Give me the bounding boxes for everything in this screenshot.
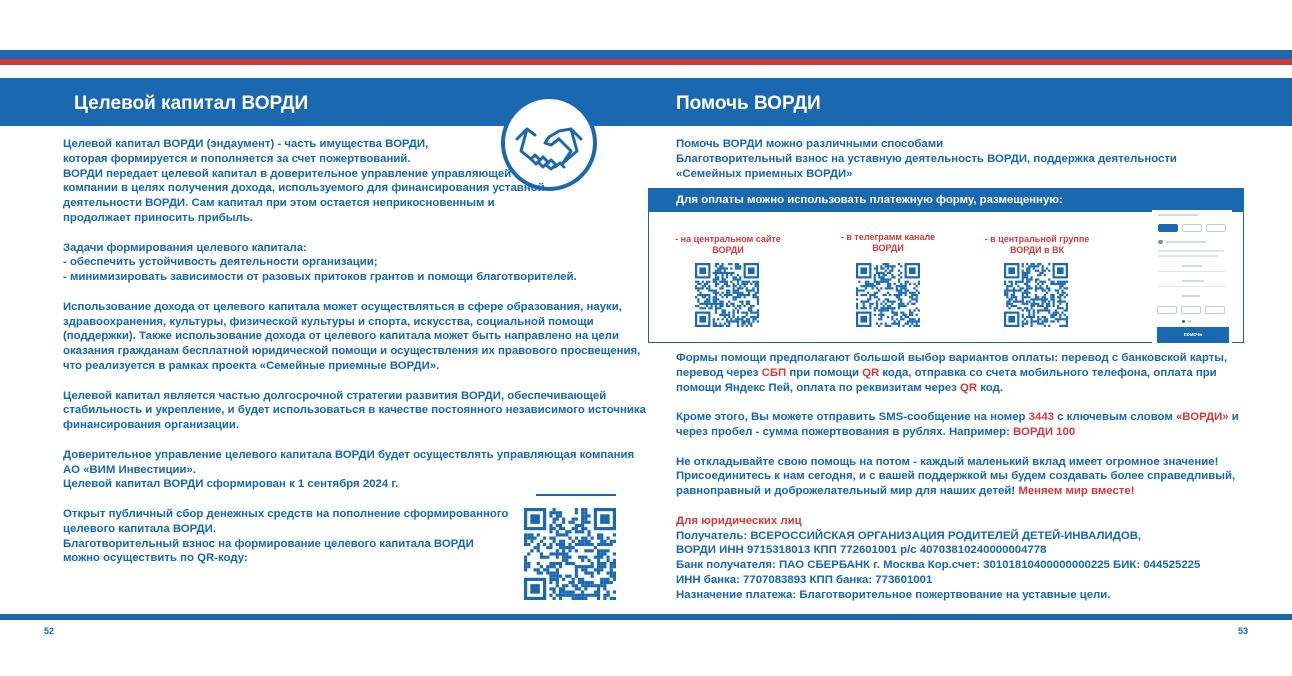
appeal-line: Не откладывайте свою помощь на потом - каждый маленький вклад имеет огромное значение! — [676, 455, 1219, 468]
intro-line: «Семейных приемных ВОРДИ» — [676, 167, 853, 180]
widget-chip — [1181, 306, 1201, 314]
widget-dot — [1182, 320, 1185, 323]
widget-line — [1166, 241, 1206, 243]
widget-line — [1158, 250, 1224, 252]
legal-line: ИНН банка: 7707083893 КПП банка: 773601001 — [676, 573, 933, 586]
heart-icon — [1158, 240, 1163, 244]
body-line: - минимизировать зависимости от разовых притоков грантов и помощи благотворителей. — [63, 271, 577, 284]
text-span: QR — [862, 366, 880, 379]
widget-chip — [1205, 306, 1225, 314]
body-line: продолжает приносить прибыль. — [63, 211, 253, 224]
text-span: СБП — [761, 366, 787, 379]
text-span: равноправный и доброжелательный мир для наших детей! — [676, 485, 1019, 498]
widget-line — [1158, 255, 1218, 257]
widget-chip — [1182, 224, 1202, 232]
left-body-text — [63, 137, 646, 566]
body-line: Использование дохода от целевого капитала может осуществляться в сфере образования, науки, — [63, 300, 622, 313]
qr-code-vk[interactable] — [1004, 263, 1068, 327]
body-line: оказания гражданам бесплатной юридической помощи и осуществления их правового просвещения, — [63, 345, 641, 358]
qr-label-line: ВОРДИ — [872, 243, 904, 253]
body-line: ВОРДИ передает целевой капитал в доверительное управление управляющей — [63, 167, 512, 180]
widget-line — [1158, 271, 1226, 272]
body-line: финансирования организации. — [63, 419, 240, 432]
qr-code-telegram[interactable] — [856, 263, 920, 327]
body-line: Целевой капитал ВОРДИ сформирован к 1 сентября 2024 г. — [63, 478, 399, 491]
top-white-stripe — [0, 0, 1292, 50]
text-span: QR — [959, 381, 978, 394]
appeal-line: Присоединитесь к нам сегодня, и с вашей поддержкой мы будем создавать более справедливый, — [676, 470, 1236, 483]
body-line: компании в целях получения дохода, используемого для финансирования уставной — [63, 182, 545, 195]
top-blue-stripe — [0, 50, 1292, 59]
text-span: Меняем мир вместе! — [1018, 485, 1135, 498]
body-line: (поддержки). Также использование дохода от целевого капитала может быть направлено на цели — [63, 330, 619, 343]
body-line: стабильность и укрепление, и будет использоваться в качестве постоянного независимого источника — [63, 404, 646, 417]
left-page-title: Целевой капитал ВОРДИ — [74, 93, 309, 114]
right-intro-text — [676, 137, 1177, 181]
page-number-right: 53 — [1238, 626, 1249, 636]
legal-line: Получатель: ВСЕРОССИЙСКАЯ ОРГАНИЗАЦИЯ РОДИТЕЛЕЙ ДЕТЕЙ-ИНВАЛИДОВ, — [676, 529, 1142, 542]
qr-label-line: - на центральном сайте — [675, 234, 781, 244]
qr-label-line: - в телеграмм канале — [840, 232, 936, 242]
body-line: Благотворительный взнос на формирование целевого капитала ВОРДИ — [63, 537, 474, 550]
qr-label-telegram — [828, 232, 948, 254]
text-span: помощи Яндекс Пей, оплата по реквизитам через — [676, 381, 960, 394]
legal-heading: Для юридических лиц — [676, 514, 802, 527]
body-line: Задачи формирования целевого капитала: — [63, 241, 307, 254]
body-line: Доверительное управление целевого капитала ВОРДИ будет осуществлять управляющая компания — [63, 448, 635, 461]
text-span: «ВОРДИ» — [1175, 411, 1229, 424]
page-number-left: 52 — [44, 626, 55, 636]
intro-line: Благотворительный взнос на уставную деятельность ВОРДИ, поддержка деятельности — [676, 152, 1177, 165]
text-span: кода, отправка со счета мобильного телефона, оплата при — [879, 366, 1217, 379]
text-span: Кроме этого, Вы можете отправить SMS-сообщение на номер — [676, 411, 1029, 424]
body-line: АО «ВИМ Инвестиции». — [63, 463, 197, 476]
sms-line — [676, 425, 1239, 440]
body-line: которая формируется и пополняется за счет пожертвований. — [63, 152, 411, 165]
qr-label-line: - в центральной группе — [984, 234, 1090, 244]
widget-line — [1158, 214, 1198, 216]
options-line — [676, 381, 1239, 396]
body-line: Целевой капитал является частью долгосрочной стратегии развития ВОРДИ, обеспечивающей — [63, 389, 607, 402]
body-line: - обеспечить устойчивость деятельности организации; — [63, 256, 378, 269]
widget-chip — [1157, 306, 1177, 314]
options-line: Формы помощи предполагают большой выбор вариантов оплаты: перевод с банковской карты, — [676, 352, 1228, 364]
legal-line: ВОРДИ ИНН 9715318013 КПП 772601001 р/с 40703810240000004778 — [676, 544, 1047, 557]
qr-label-site — [668, 234, 788, 256]
appeal-line — [676, 484, 1239, 499]
qr-top-line — [536, 494, 616, 496]
right-page-title: Помочь ВОРДИ — [676, 93, 821, 114]
body-line: здравоохранения, культуры, физической культуры и спорта, искусства, социальной помощи — [63, 315, 594, 328]
body-line: Целевой капитал ВОРДИ (эндаумент) - часть имущества ВОРДИ, — [63, 138, 429, 150]
qr-label-line: ВОРДИ в ВК — [1009, 245, 1065, 255]
widget-line — [1158, 286, 1226, 287]
payment-widget-preview — [1152, 210, 1232, 343]
qr-code-site[interactable] — [695, 263, 759, 327]
sms-line — [676, 410, 1239, 425]
widget-dot — [1188, 320, 1191, 323]
widget-help-button[interactable]: помочь — [1157, 327, 1229, 343]
body-line: можно осуществить по QR-коду: — [63, 552, 248, 565]
body-line: деятельности ВОРДИ. Сам капитал при этом остается неприкосновенным и — [63, 197, 495, 210]
qr-label-vk — [977, 234, 1097, 256]
text-span: через пробел - сумма пожертвования в рублях. Например: — [676, 425, 1014, 438]
right-body-text — [676, 351, 1239, 603]
text-span: и — [1228, 411, 1239, 424]
qr-label-line: ВОРДИ — [712, 245, 744, 255]
payment-form-header: Для оплаты можно использовать платежную форму, размещенную: — [648, 188, 1244, 212]
text-span: с ключевым словом — [1054, 411, 1176, 424]
widget-chip — [1206, 224, 1226, 232]
body-line: целевого капитала ВОРДИ. — [63, 522, 216, 535]
widget-line — [1182, 295, 1200, 297]
body-line: что реализуется в рамках проекта «Семейные приемные ВОРДИ». — [63, 359, 440, 372]
text-span: код. — [977, 381, 1003, 394]
body-line: Открыт публичный сбор денежных средств на пополнение сформированного — [63, 507, 509, 520]
top-red-stripe — [0, 59, 1292, 65]
text-span: при помощи — [786, 366, 863, 379]
text-span: 3443 — [1028, 411, 1055, 424]
widget-line — [1182, 265, 1202, 267]
text-span: ВОРДИ 100 — [1013, 425, 1076, 438]
legal-line: Банк получателя: ПАО СБЕРБАНК г. Москва Кор.счет: 30101810400000000225 БИК: 044525225 — [676, 559, 1201, 572]
options-line — [676, 366, 1239, 381]
widget-line — [1182, 280, 1204, 282]
intro-line: Помочь ВОРДИ можно различными способами — [676, 138, 944, 150]
qr-code-endowment[interactable] — [524, 508, 616, 600]
legal-line: Назначение платежа: Благотворительное пожертвование на уставные цели. — [676, 588, 1111, 601]
text-span: перевод через — [676, 366, 762, 379]
bottom-bar — [0, 614, 1292, 620]
widget-chip — [1158, 224, 1178, 232]
